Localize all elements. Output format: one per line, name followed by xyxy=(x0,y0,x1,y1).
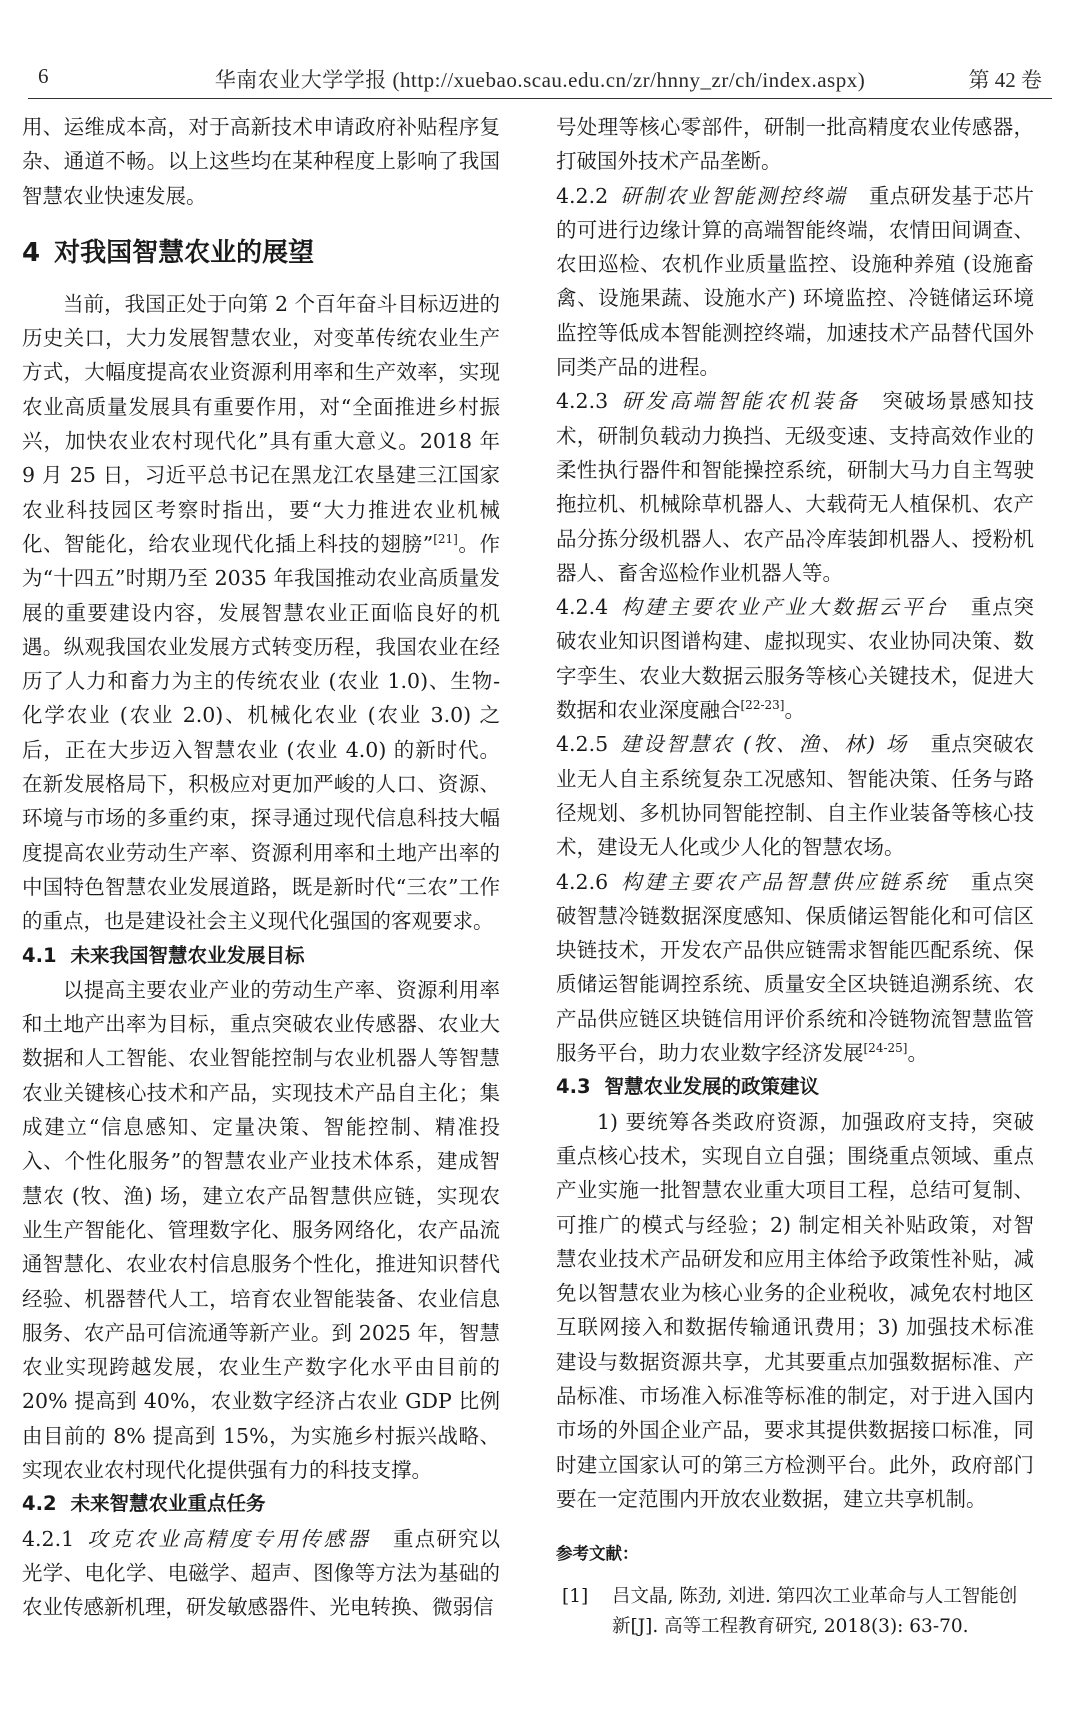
volume-label: 第 42 卷 xyxy=(968,68,1042,92)
paragraph-goals: 以提高主要农业产业的劳动生产率、资源利用率和土地产出率为目标，重点突破农业传感器、农业大数据和人工智能、农业智能控制与农业机器人等智慧农业关键核心技术和产品，实现技术产品自主化；集成建立“信息感知、定量决策、智能控制、精准投入、个性化服务”的智慧农业产业技术体系，建成智慧农 (牧、渔) 场，建立农产品智慧供应链，实现农业生产智能化、管理数字化、服务网络化，农产品流通智慧化、农业农村信息服务个性化，推进知识替代经验、机器替代人工，培育农业智能装备、农业信息服务、农产品可信流通等新产业。到 2025 年，智慧农业实现跨越发展，农业生产数字化水平由目前的 20% 提高到 40%，农业数字经济占农业 GDP 比例由目前的 8% 提高到 15%，为实施乡村振兴战略、实现农业农村现代化提供强有力的科技支撑。 xyxy=(22,977,500,1482)
paragraph-text: 当前，我国正处于向第 2 个百年奋斗目标迈进的历史关口，大力发展智慧农业，对变革传统农业生产方式，大幅度提高农业资源利用率和生产效率，实现农业高质量发展具有重要作用，对“全面推进乡村振兴，加快农业农村现代化”具有重大意义。2018 年 9 月 25 日，习近平总书记在黑龙江农垦建三江国家农业科技园区考察时指出，要“大力推进农业机械化、智能化，给农业现代化插上科技的翅膀” xyxy=(22,291,500,556)
section-heading-4 xyxy=(22,233,500,273)
task-text-end: 。 xyxy=(784,698,805,723)
subsection-heading-4-1 xyxy=(22,939,500,973)
reference-text: 吕文晶, 陈劲, 刘进. 第四次工业革命与人工智能创新[J]. 高等工程教育研究, 2018(3): 63-70. xyxy=(612,1586,1018,1638)
task-text: 重点突破农业知识图谱构建、虚拟现实、农业协同决策、数字孪生、农业大数据云服务等核心关键技术，促进大数据和农业深度融合 xyxy=(556,595,1035,723)
task-number: 4.2.5 xyxy=(556,732,609,757)
references-heading: 参考文献： xyxy=(556,1544,639,1564)
subsection-heading-4-2 xyxy=(22,1487,500,1521)
task-number: 4.2.3 xyxy=(556,389,609,414)
section-number: 4 xyxy=(22,237,41,268)
subsection-number: 4.3 xyxy=(556,1075,591,1099)
citation: [24-25] xyxy=(863,1041,908,1056)
subsection-heading-4-3 xyxy=(556,1070,1034,1104)
journal-title: 华南农业大学学报 (http://xuebao.scau.edu.cn/zr/hnny_zr/ch/index.aspx) xyxy=(214,68,866,92)
task-4-2-4 xyxy=(556,590,1034,727)
page-number: 6 xyxy=(38,64,49,88)
task-title: 建设智慧农 (牧、渔、林) 场 xyxy=(620,732,909,757)
task-title: 攻克农业高精度专用传感器 xyxy=(86,1526,371,1551)
subsection-number: 4.2 xyxy=(22,1492,57,1516)
task-text: 突破场景感知技术，研制负载动力换挡、无级变速、支持高效作业的柔性执行器件和智能操控系统，研制大马力自主驾驶拖拉机、机械除草机器人、大载荷无人植保机、农产品分拣分级机器人、农产品冷库装卸机器人、授粉机器人、畜舍巡检作业机器人等。 xyxy=(556,389,1035,585)
task-title: 构建主要农产品智慧供应链系统 xyxy=(620,869,949,894)
subsection-title: 未来我国智慧农业发展目标 xyxy=(70,943,305,967)
task-text: 重点研发基于芯片的可进行边缘计算的高端智能终端，农情田间调查、农田巡检、农机作业质量监控、设施种养殖 (设施畜禽、设施果蔬、设施水产) 环境监控、冷链储运环境监控等低成本智能测控终端，加速技术产品替代国外同类产品的进程。 xyxy=(556,183,1035,380)
task-4-2-1-continuation: 号处理等核心零部件，研制一批高精度农业传感器，打破国外技术产品垄断。 xyxy=(556,115,1034,174)
running-header xyxy=(28,62,1052,96)
task-number: 4.2.2 xyxy=(556,183,609,208)
task-4-2-2 xyxy=(556,179,1034,385)
header-rule xyxy=(28,98,1052,99)
left-column xyxy=(22,110,500,1624)
citation: [21] xyxy=(433,532,458,547)
citation: [22-23] xyxy=(740,698,785,713)
task-number: 4.2.4 xyxy=(556,595,609,620)
task-title: 研发高端智能农机装备 xyxy=(620,389,861,414)
task-number: 4.2.6 xyxy=(556,869,609,894)
section-title: 对我国智慧农业的展望 xyxy=(54,237,315,268)
paragraph-text: 。作为“十四五”时期乃至 2035 年我国推动农业高质量发展的重要建设内容，发展智慧农业正面临良好的机遇。纵观我国农业发展方式转变历程，我国农业在经历了人力和畜力为主的传统农业 (农业 1.0)、生物-化学农业 (农业 2.0)、机械化农业 (农业 3.0) 之后，正在大步迈入智慧农业 (农业 4.0) 的新时代。在新发展格局下，积极应对更加严峻的人口、资源、环境与市场的多重约束，探寻通过现代信息科技大幅度提高农业劳动生产率、资源利用率和土地产出率的中国特色智慧农业发展道路，既是新时代“三农”工作的重点，也是建设社会主义现代化强国的客观要求。 xyxy=(22,531,501,934)
reference-number: [1] xyxy=(562,1586,589,1608)
task-4-2-6 xyxy=(556,865,1034,1071)
paragraph-policy: 1) 要统筹各类政府资源，加强政府支持，突破重点核心技术，实现自立自强；围绕重点领域、重点产业实施一批智慧农业重大项目工程，总结可复制、可推广的模式与经验；2) 制定相关补贴政策，对智慧农业技术产品研发和应用主体给予政策性补贴，减免以智慧农业为核心业务的企业税收，减免农村地区互联网接入和数据传输通讯费用；3) 加强技术标准建设与数据资源共享，尤其要重点加强数据标准、产品标准、市场准入标准等标准的制定，对于进入国内市场的外国企业产品，要求其提供数据接口标准，同时建立国家认可的第三方检测平台。此外，政府部门要在一定范围内开放农业数据，建立共享机制。 xyxy=(556,1109,1034,1511)
right-column xyxy=(556,110,1034,1642)
task-title: 构建主要农业产业大数据云平台 xyxy=(620,595,949,620)
task-text: 重点研究以光学、电化学、电磁学、超声、图像等方法为基础的农业传感新机理，研发敏感器件、光电转换、微弱信 xyxy=(22,1526,501,1620)
paragraph-outlook xyxy=(22,287,500,939)
subsection-number: 4.1 xyxy=(22,943,57,967)
task-4-2-3 xyxy=(556,384,1034,590)
subsection-title: 未来智慧农业重点任务 xyxy=(70,1492,266,1516)
reference-item xyxy=(556,1582,1034,1642)
subsection-title: 智慧农业发展的政策建议 xyxy=(604,1075,820,1099)
task-4-2-5 xyxy=(556,727,1034,864)
task-text: 重点突破农业无人自主系统复杂工况感知、智能决策、任务与路径规划、多机协同智能控制、自主作业装备等核心技术，建设无人化或少人化的智慧农场。 xyxy=(556,732,1035,860)
task-number: 4.2.1 xyxy=(22,1526,75,1551)
paragraph-continuation: 用、运维成本高，对于高新技术申请政府补贴程序复杂、通道不畅。以上这些均在某种程度上影响了我国智慧农业快速发展。 xyxy=(22,115,500,208)
task-title: 研制农业智能测控终端 xyxy=(620,183,847,208)
task-4-2-1 xyxy=(22,1522,500,1625)
task-text: 重点突破智慧冷链数据深度感知、保质储运智能化和可信区块链技术，开发农产品供应链需求智能匹配系统、保质储运智能调控系统、质量安全区块链追溯系统、农产品供应链区块链信用评价系统和冷链物流智慧监管服务平台，助力农业数字经济发展 xyxy=(556,869,1035,1066)
task-text-end: 。 xyxy=(907,1041,928,1066)
